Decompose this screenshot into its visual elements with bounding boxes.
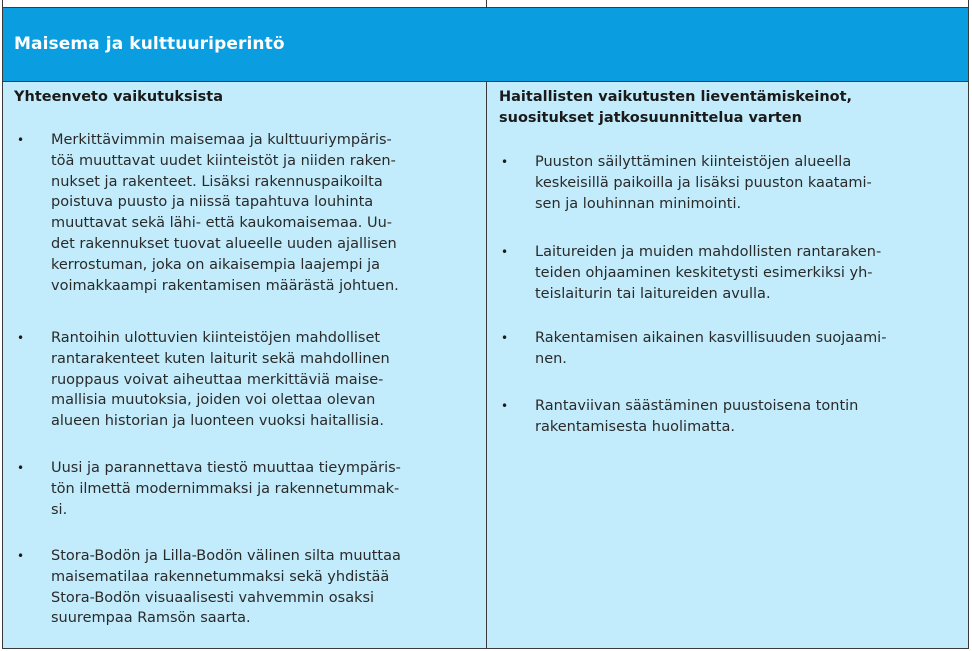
text-line: keskeisillä paikoilla ja lisäksi puuston kaatami- [535, 174, 872, 191]
text-line: mallisia muutoksia, joiden voi olettaa olevan [51, 392, 376, 409]
bullet-icon: • [17, 461, 25, 475]
text-line: teislaiturin tai laitureiden avulla. [535, 285, 771, 302]
table-top-strip [3, 0, 968, 8]
bullet-icon: • [501, 245, 509, 259]
text-line: suurempaa Ramsön saarta. [51, 610, 251, 627]
text-line: Uusi ja parannettava tiestö muuttaa tieympäris- [51, 460, 401, 476]
list-item [487, 396, 968, 442]
bullet-icon: • [501, 331, 509, 345]
bullet-icon: • [501, 399, 509, 413]
list-item-text [535, 396, 858, 438]
list-item [487, 152, 968, 242]
text-line: alueen historian ja luonteen vuoksi haitallisia. [51, 413, 384, 430]
section-header [3, 8, 968, 82]
column-divider-top [486, 0, 487, 8]
list-item [3, 458, 486, 546]
text-line: Rantoihin ulottuvien kiinteistöjen mahdolliset [51, 330, 381, 346]
right-column-heading [499, 87, 852, 128]
text-line: maisematilaa rakennetummaksi sekä yhdistää [51, 568, 390, 585]
list-item-text [535, 328, 886, 370]
table-body [3, 82, 968, 648]
text-line: rantarakenteet kuten laiturit sekä mahdollinen [51, 350, 390, 367]
list-item-text [535, 242, 881, 304]
text-line: Stora-Bodön visuaalisesti vahvemmin osaksi [51, 589, 375, 606]
list-item [3, 546, 486, 630]
text-line: Stora-Bodön ja Lilla-Bodön välinen silta muuttaa [51, 548, 401, 564]
left-column-heading: Yhteenveto vaikutuksista [14, 89, 223, 105]
list-item-text [51, 546, 401, 629]
text-line: Rantaviivan säästäminen puustoisena tontin [535, 398, 859, 414]
section-title: Maisema ja kulttuuriperintö [14, 34, 285, 54]
left-column [3, 82, 487, 648]
bullet-icon: • [17, 133, 25, 147]
text-line: Puuston säilyttäminen kiinteistöjen alueella [535, 154, 852, 170]
list-item-text [51, 458, 401, 520]
text-line: det rakennukset tuovat alueelle uuden ajallisen [51, 235, 397, 252]
bullet-icon: • [501, 155, 509, 169]
text-line: sen ja louhinnan minimointi. [535, 195, 742, 212]
text-line: nukset ja rakenteet. Lisäksi rakennuspaikoilta [51, 173, 383, 190]
bullet-icon: • [17, 549, 25, 563]
text-line: voimakkaampi rakentamisen määrästä johtuen. [51, 277, 399, 294]
list-item [3, 130, 486, 328]
right-column [487, 82, 968, 648]
text-line: ruoppaus voivat aiheuttaa merkittäviä maise- [51, 371, 384, 388]
right-bullet-list [487, 152, 968, 442]
text-line: poistuva puusto ja niissä tapahtuva louhinta [51, 194, 374, 211]
text-line: Rakentamisen aikainen kasvillisuuden suojaami- [535, 330, 887, 346]
text-line: rakentamisesta huolimatta. [535, 418, 735, 435]
heading-line: Haitallisten vaikutusten lieventämiskeinot, [499, 89, 853, 105]
text-line: teiden ohjaaminen keskitetysti esimerkiksi yh- [535, 264, 873, 281]
text-line: kerrostuman, joka on aikaisempia laajempi ja [51, 256, 381, 273]
list-item [487, 328, 968, 396]
list-item [487, 242, 968, 328]
list-item-text [535, 152, 872, 214]
text-line: Laitureiden ja muiden mahdollisten rantaraken- [535, 244, 882, 260]
text-line: muuttavat sekä lähi- että kaukomaisemaa. Uu- [51, 215, 393, 232]
impact-table [2, 0, 969, 649]
text-line: Merkittävimmin maisemaa ja kulttuuriympäris- [51, 132, 392, 148]
left-bullet-list [3, 130, 486, 630]
heading-line: suositukset jatkosuunnittelua varten [499, 109, 802, 126]
text-line: nen. [535, 350, 567, 367]
text-line: si. [51, 501, 68, 518]
list-item-text [51, 328, 390, 432]
list-item [3, 328, 486, 458]
text-line: töä muuttavat uudet kiinteistöt ja niiden raken- [51, 152, 396, 169]
text-line: tön ilmettä modernimmaksi ja rakennetummak- [51, 480, 400, 497]
list-item-text [51, 130, 399, 296]
bullet-icon: • [17, 331, 25, 345]
